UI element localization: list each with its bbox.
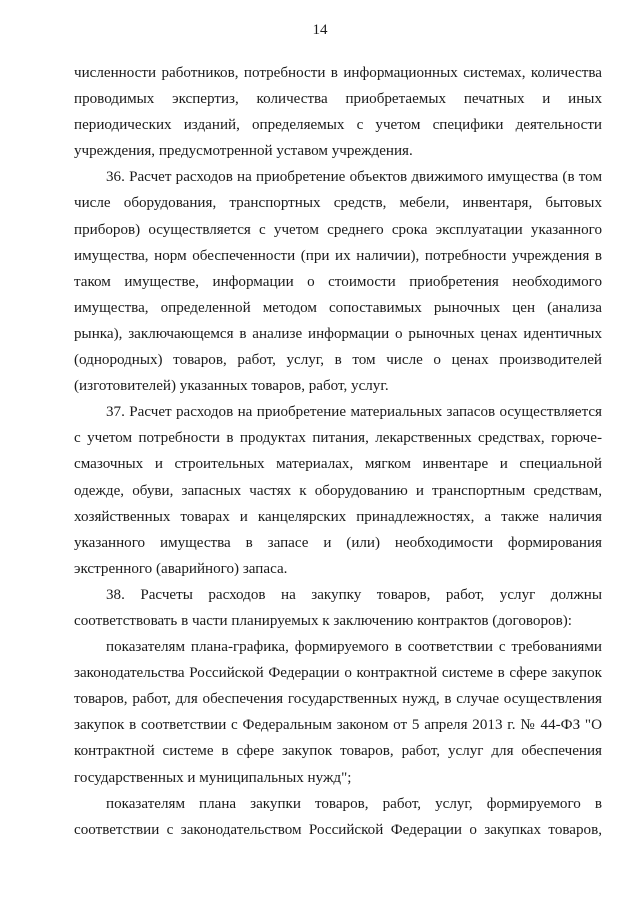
page-number: 14 — [312, 22, 328, 38]
text-line: (изготовителей) указанных товаров, работ, услуг. — [74, 378, 389, 395]
text-line: численности работников, потребности в информационных системах, количества — [74, 65, 602, 81]
text-line: с учетом потребности в продуктах питания, лекарственных средствах, горюче- — [74, 430, 602, 447]
text-line: государственных и муниципальных нужд"; — [74, 769, 352, 786]
text-line: имущества, определенной методом сопоставимых рыночных цен (анализа — [74, 299, 602, 316]
text-line: имущества, норм обеспеченности (при их наличии), потребности учреждения в — [74, 247, 602, 264]
text-line: показателям плана закупки товаров, работ, услуг, формируемого в — [106, 795, 602, 812]
text-line: учреждения, предусмотренной уставом учреждения. — [74, 143, 413, 160]
text-line: 36. Расчет расходов на приобретение объектов движимого имущества (в том — [106, 169, 602, 186]
body-text — [74, 60, 602, 843]
text-line: периодических изданий, определяемых с учетом специфики деятельности — [74, 117, 602, 134]
text-line: закупок в соответствии с Федеральным законом от 5 апреля 2013 г. № 44-ФЗ "О — [74, 717, 602, 734]
text-line: 37. Расчет расходов на приобретение материальных запасов осуществляется — [106, 404, 602, 421]
text-line: 38. Расчеты расходов на закупку товаров, работ, услуг должны — [106, 586, 602, 603]
text-line: проводимых экспертиз, количества приобретаемых печатных и иных — [74, 91, 602, 108]
text-line: смазочных и строительных материалах, мягком инвентаре и специальной — [74, 456, 602, 473]
text-line: товаров, работ, для обеспечения государственных нужд, в случае осуществления — [74, 691, 602, 708]
text-line: экстренного (аварийного) запаса. — [74, 560, 288, 577]
text-line: числе оборудования, транспортных средств, мебели, инвентаря, бытовых — [74, 195, 602, 212]
text-line: таком имуществе, информации о стоимости приобретения необходимого — [74, 273, 602, 290]
text-line: хозяйственных товарах и канцелярских принадлежностях, а также наличия — [74, 508, 602, 525]
text-line: соответствовать в части планируемых к заключению контрактов (договоров): — [74, 612, 572, 629]
text-line: приборов) осуществляется с учетом среднего срока эксплуатации указанного — [74, 221, 602, 238]
text-line: рынка), заключающемся в анализе информации о рыночных ценах идентичных — [74, 325, 602, 342]
text-line: контрактной системе в сфере закупок товаров, работ, услуг для обеспечения — [74, 743, 602, 760]
text-line: законодательства Российской Федерации о контрактной системе в сфере закупок — [74, 665, 602, 682]
text-line: указанного имущества в запасе и (или) необходимости формирования — [74, 534, 602, 551]
text-line: одежде, обуви, запасных частях к оборудованию и транспортным средствам, — [74, 482, 602, 499]
text-line: соответствии с законодательством Российской Федерации о закупках товаров, — [74, 821, 602, 838]
text-line: (однородных) товаров, работ, услуг, в том числе о ценах производителей — [74, 352, 602, 369]
text-line: показателям плана-графика, формируемого в соответствии с требованиями — [106, 639, 602, 656]
